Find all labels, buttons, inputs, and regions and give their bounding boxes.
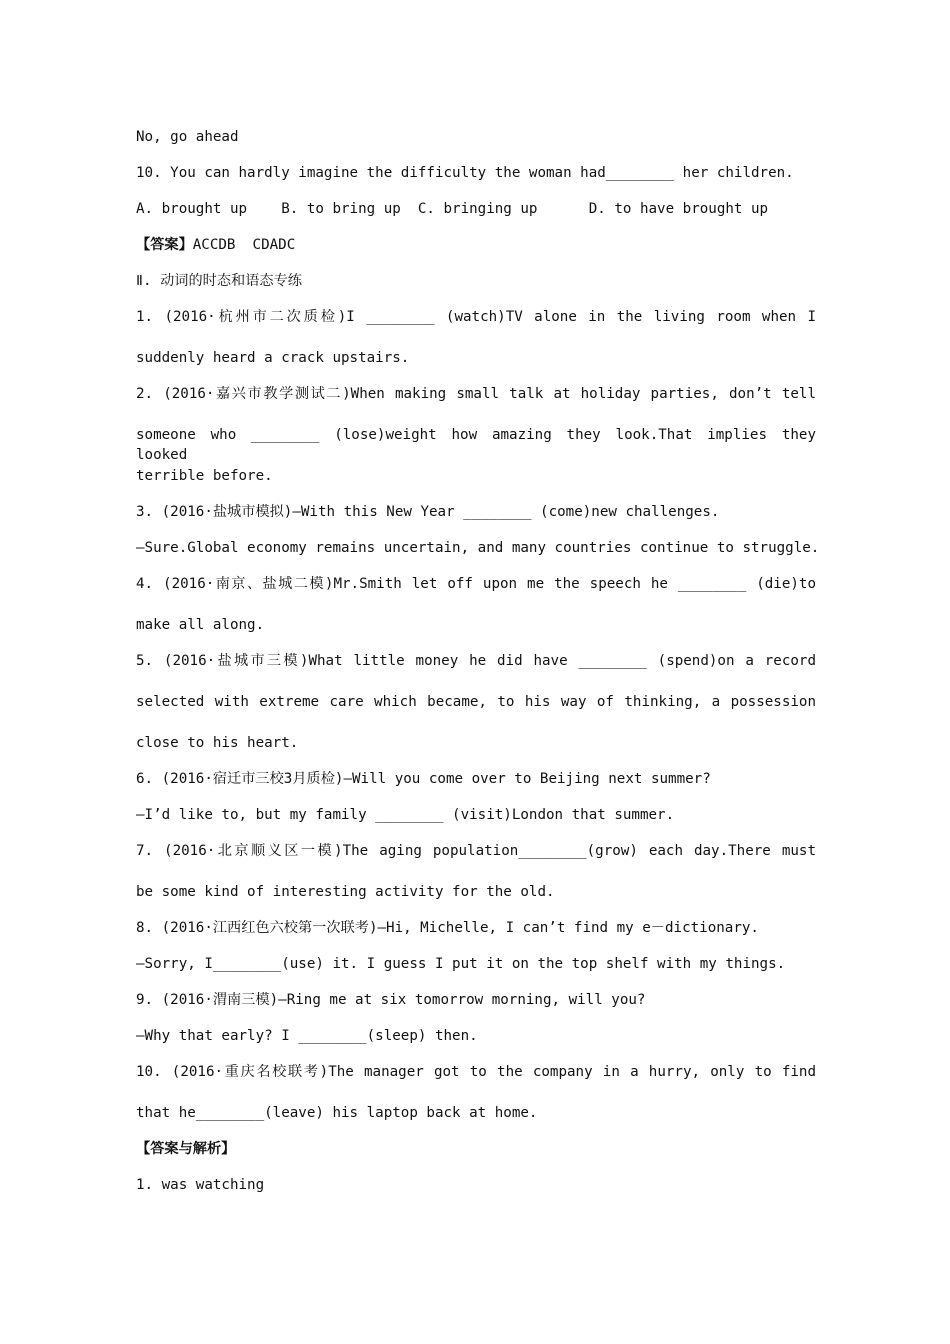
question-line: 8. (2016·江西红色六校第一次联考)—Hi, Michelle, I can’t find my e－dictionary.	[136, 920, 759, 936]
question-line: 9. (2016·渭南三模)—Ring me at six tomorrow morning, will you?	[136, 992, 646, 1008]
answer-value: ACCDB CDADC	[192, 237, 296, 253]
question-line: 7. (2016·北京顺义区一模)The aging population________(grow) each day.There must	[136, 843, 816, 859]
question-line: —I’d like to, but my family ________ (visit)London that summer.	[136, 807, 675, 823]
answer-line	[136, 235, 816, 255]
question-line: 1. (2016·杭州市二次质检)I ________ (watch)TV alone in the living room when I	[136, 309, 816, 325]
question-line: someone who ________ (lose)weight how amazing they look.That implies they looked	[136, 427, 816, 463]
question-line: suddenly heard a crack upstairs.	[136, 350, 410, 366]
q10-stem: 10. You can hardly imagine the difficulty the woman had________ her children.	[136, 165, 794, 181]
question-line: 2. (2016·嘉兴市教学测试二)When making small talk at holiday parties, don’t tell	[136, 386, 816, 402]
question-line: 6. (2016·宿迁市三校3月质检)—Will you come over to Beijing next summer?	[136, 771, 711, 787]
previous-option-tail: No, go ahead	[136, 129, 239, 145]
question-line: 3. (2016·盐城市模拟)—With this New Year ________ (come)new challenges.	[136, 504, 720, 520]
analysis-label: 【答案与解析】	[136, 1141, 236, 1157]
question-line: selected with extreme care which became, to his way of thinking, a possession	[136, 694, 816, 710]
question-line: that he________(leave) his laptop back at home.	[136, 1105, 538, 1121]
question-line: make all along.	[136, 617, 265, 633]
question-line: 4. (2016·南京、盐城二模)Mr.Smith let off upon me the speech he ________ (die)to	[136, 576, 816, 592]
question-line: terrible before.	[136, 468, 273, 484]
question-line: —Sure.Global economy remains uncertain, and many countries continue to struggle.	[136, 540, 820, 556]
answer-label: 【答案】	[136, 237, 193, 253]
question-line: 5. (2016·盐城市三模)What little money he did have ________ (spend)on a record	[136, 653, 816, 669]
analysis-first-answer: 1. was watching	[136, 1177, 265, 1193]
question-line: 10. (2016·重庆名校联考)The manager got to the company in a hurry, only to find	[136, 1064, 816, 1080]
section-title: Ⅱ. 动词的时态和语态专练	[136, 273, 302, 289]
question-line: —Sorry, I________(use) it. I guess I put it on the top shelf with my things.	[136, 956, 786, 972]
question-line: be some kind of interesting activity for the old.	[136, 884, 555, 900]
question-line: —Why that early? I ________(sleep) then.	[136, 1028, 478, 1044]
question-line: close to his heart.	[136, 735, 299, 751]
q10-options: A. brought up B. to bring up C. bringing up D. to have brought up	[136, 201, 769, 217]
